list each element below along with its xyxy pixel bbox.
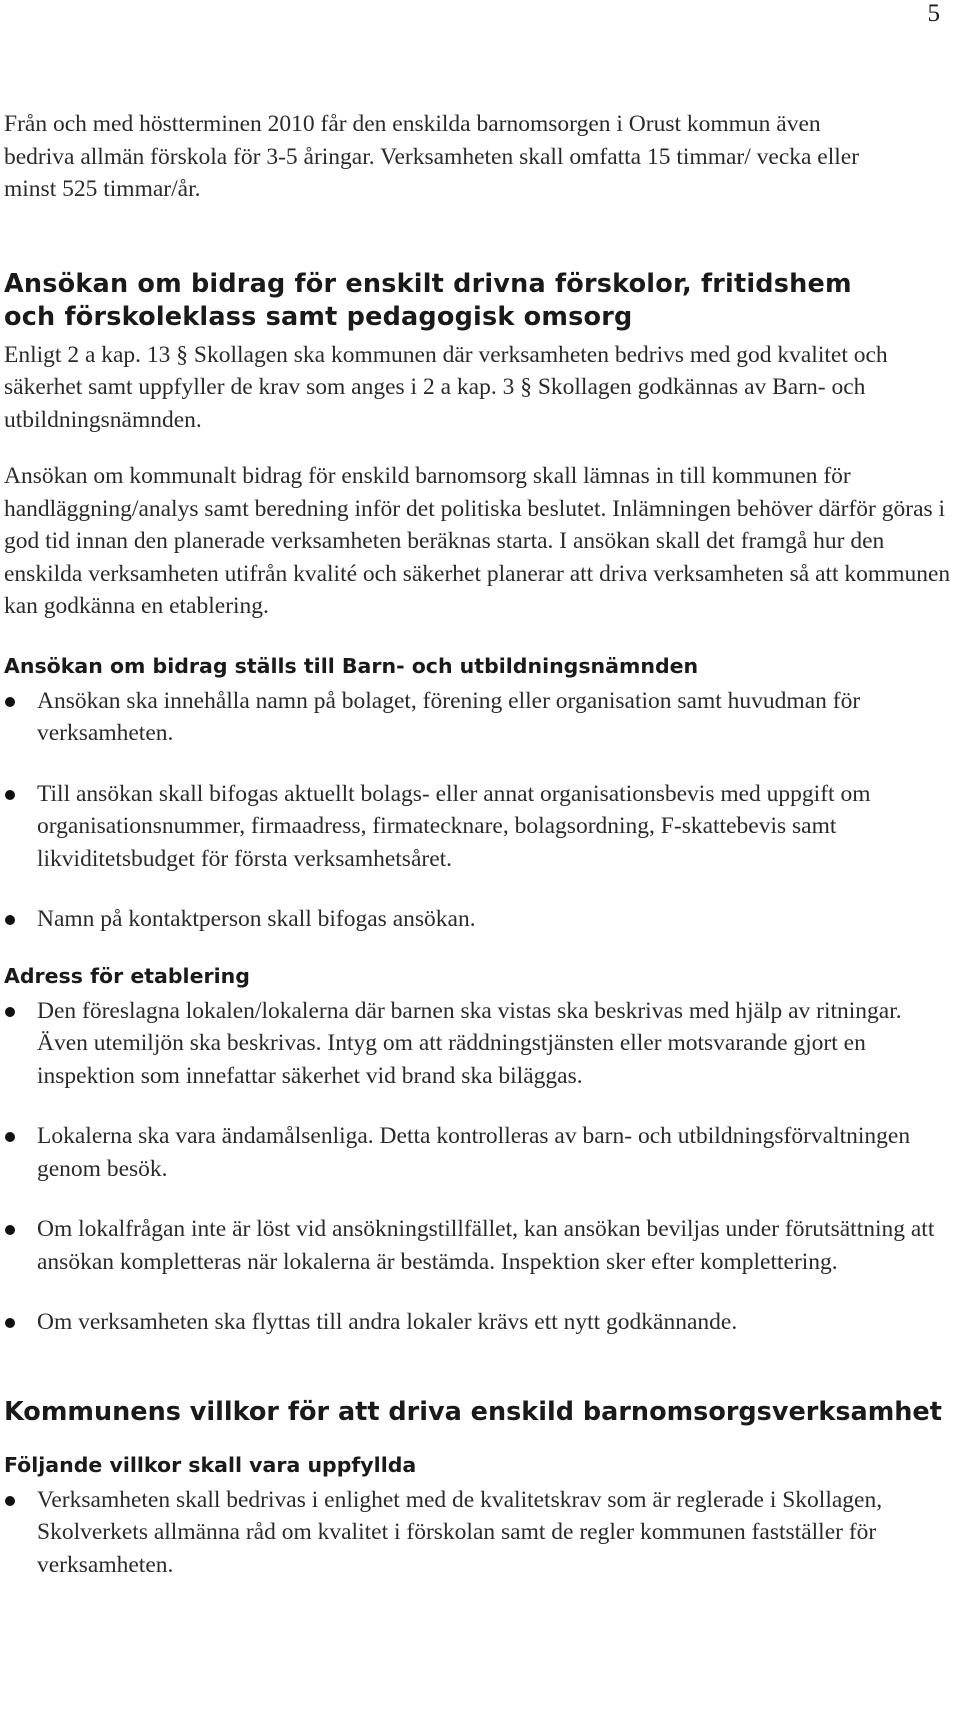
list-item — [4, 1120, 939, 1185]
paragraph-skollagen: Enligt 2 a kap. 13 § Skollagen ska kommunen där verksamheten bedrivs med god kvalitet och säkerhet samt uppfyller de krav som anges i 2 a kap. 3 § Skollagen godkännas av Barn- och utbildningsnämnden. — [4, 341, 888, 433]
list-item — [4, 1213, 939, 1278]
subheading-conditions: Följande villkor skall vara uppfyllda — [4, 1452, 417, 1477]
bullet-icon — [5, 790, 15, 800]
list-item — [4, 1306, 939, 1339]
list-item-text: Lokalerna ska vara ändamålsenliga. Detta kontrolleras av barn- och utbildningsförvaltningen genom besök. — [37, 1123, 911, 1182]
section-heading-address: Adress för etablering — [4, 963, 250, 988]
submission-requirements-list — [4, 685, 924, 936]
bullet-icon — [5, 1496, 15, 1506]
list-item — [4, 1484, 924, 1582]
list-item — [4, 778, 924, 876]
list-item-text: Till ansökan skall bifogas aktuellt bolags- eller annat organisationsbevis med uppgift om organisationsnummer, firmaadress, firmatecknare, bolagsordning, F-skattebevis samt likviditetsbudget för första verksamhetsåret. — [37, 780, 871, 872]
section-heading-application: Ansökan om bidrag för enskilt drivna förskolor, fritidshem och förskoleklass samt pedagogisk omsorg — [4, 268, 852, 332]
conditions-list — [4, 1484, 924, 1582]
list-item — [4, 903, 924, 936]
paragraph-application-process: Ansökan om kommunalt bidrag för enskild barnomsorg skall lämnas in till kommunen för handläggning/analys samt beredning inför det politiska beslutet. Inlämningen behöver därför göras i god tid innan den planerade verksamheten beräknas starta. I ansökan skall det framgå hur den enskilda verksamheten utifrån kvalité och säkerhet planerar att driva verksamheten så att kommunen kan godkänna en etablering. — [4, 463, 951, 619]
section-heading-submission: Ansökan om bidrag ställs till Barn- och utbildningsnämnden — [4, 653, 699, 678]
list-item-text: Om lokalfrågan inte är löst vid ansökningstillfället, kan ansökan beviljas under förutsättning att ansökan kompletteras när lokalerna är bestämda. Inspektion sker efter komplettering. — [37, 1216, 935, 1275]
page-number: 5 — [927, 0, 940, 27]
section-heading-conditions: Kommunens villkor för att driva enskild barnomsorgsverksamhet — [4, 1396, 942, 1427]
list-item-text: Om verksamheten ska flyttas till andra lokaler krävs ett nytt godkännande. — [37, 1309, 738, 1335]
intro-paragraph: Från och med höstterminen 2010 får den enskilda barnomsorgen i Orust kommun även bedriva allmän förskola för 3-5 åringar. Verksamheten skall omfatta 15 timmar/ vecka eller minst 525 timmar/år. — [4, 111, 860, 202]
list-item-text: Den föreslagna lokalen/lokalerna där barnen ska vistas ska beskrivas med hjälp av ritningar. Även utemiljön ska beskrivas. Intyg om att räddningstjänsten eller motsvarande gjort en inspektion som innefattar säkerhet vid brand ska biläggas. — [37, 997, 902, 1089]
address-requirements-list — [4, 995, 939, 1339]
bullet-icon — [5, 915, 15, 925]
bullet-icon — [5, 1225, 15, 1235]
bullet-icon — [5, 697, 15, 707]
bullet-icon — [5, 1132, 15, 1142]
list-item-text: Namn på kontaktperson skall bifogas ansökan. — [37, 906, 476, 932]
bullet-icon — [5, 1318, 15, 1328]
list-item — [4, 995, 939, 1093]
list-item — [4, 685, 924, 750]
list-item-text: Verksamheten skall bedrivas i enlighet med de kvalitetskrav som är reglerade i Skollagen, Skolverkets allmänna råd om kvalitet i förskolan samt de regler kommunen fastställer för verksamheten. — [37, 1486, 883, 1578]
bullet-icon — [5, 1007, 15, 1017]
list-item-text: Ansökan ska innehålla namn på bolaget, förening eller organisation samt huvudman för verksamheten. — [37, 687, 861, 746]
document-body — [4, 108, 954, 1581]
